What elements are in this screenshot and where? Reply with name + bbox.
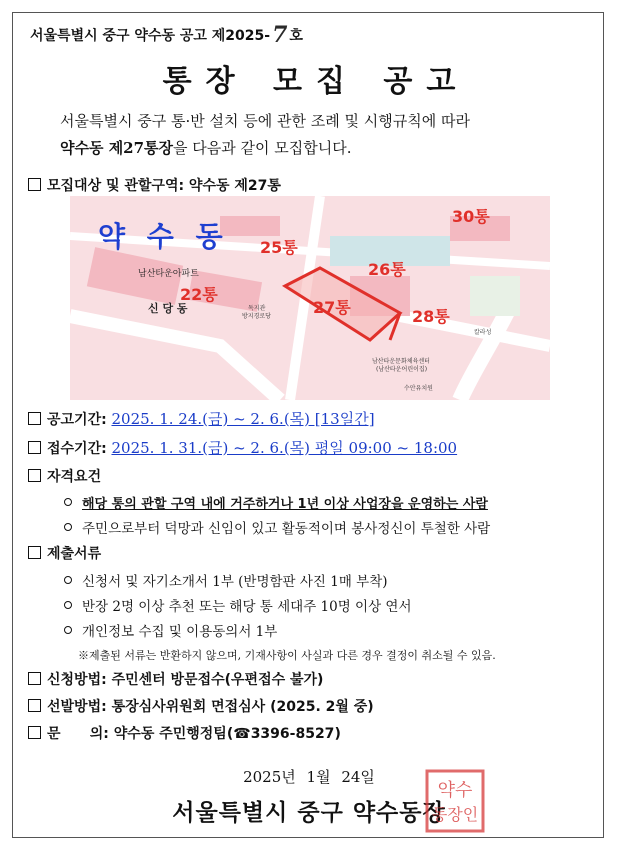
map-zone-26: 26통 [368,260,406,279]
announce-period: 공고기간: 2025. 1. 24.(금) ~ 2. 6.(목) [13일간] [28,408,375,429]
map-church: 칼라성 [474,329,492,336]
map-welfare-sub: 방지경로당 [242,313,271,320]
notice-number: 서울특별시 중구 약수동 공고 제2025-7 호 [30,22,303,48]
checkbox-icon [28,672,41,685]
list-item: 반장 2명 이상 추천 또는 해당 통 세대주 10명 이상 연서 [64,595,412,615]
documents-note: ※제출된 서류는 반환하지 않으며, 기재사항이 사실과 다른 경우 결정이 취소될 수 있음. [78,649,496,662]
svg-text:약수: 약수 [437,780,473,801]
checkbox-icon [28,178,41,191]
map-school: 수안유치원 [404,385,433,392]
map-zone-22: 22통 [180,285,218,304]
list-item: 개인정보 수집 및 이용동의서 1부 [64,620,277,640]
official-seal [424,768,486,834]
map-center: 남산타운문화체육센터 [372,358,430,365]
bullet-icon [64,523,72,531]
checkbox-icon [28,412,41,425]
map-apartment: 남산타운아파트 [138,269,199,279]
checkbox-icon [28,469,41,482]
list-item: 주민으로부터 덕망과 신임이 있고 활동적이며 봉사정신이 투철한 사람 [64,517,490,537]
page-title: 통장 모집 공고 [162,64,470,99]
checkbox-icon [28,441,41,454]
bullet-icon [64,498,72,506]
bullet-icon [64,626,72,634]
contact-info: 문 의: 약수동 주민행정팀(☎3396-8527) [28,723,341,743]
checkbox-icon [28,726,41,739]
svg-text:동장인: 동장인 [431,805,479,824]
map-zone-30: 30통 [452,207,490,226]
list-item: 신청서 및 자기소개서 1부 (반명함판 사진 1매 부착) [64,570,388,590]
documents-section: 제출서류 [28,543,101,563]
map-district-label: 약 수 동 [98,220,229,253]
list-item: 해당 통의 관할 구역 내에 거주하거나 1년 이상 사업장을 운영하는 사람 [64,493,488,512]
bullet-icon [64,576,72,584]
intro-text: 서울특별시 중구 통·반 설치 등에 관한 조례 및 시행규칙에 따라 약수동 제27통장을 다음과 같이 모집합니다. [60,112,470,157]
checkbox-icon [28,699,41,712]
issue-date: 2025년 1월 24일 [243,768,375,786]
map-zone-27: 27통 [313,298,351,317]
apply-method: 신청방법: 주민센터 방문접수(우편접수 불가) [28,669,323,689]
map-zone-25: 25통 [260,238,298,257]
map-welfare: 독지관 [248,305,266,312]
checkbox-icon [28,546,41,559]
phone-icon: ☎ [233,726,251,742]
district-map [70,196,550,400]
map-zone-28: 28통 [412,307,450,326]
qualification-section: 자격요건 [28,466,101,486]
reception-period: 접수기간: 2025. 1. 31.(금) ~ 2. 6.(목) 평일 09:00 ~ 18:00 [28,437,457,458]
map-sindang: 신 당 동 [148,302,188,315]
recruit-section: 모집대상 및 관할구역: 약수동 제27통 [28,175,281,195]
bullet-icon [64,601,72,609]
issuer-name: 서울특별시 중구 약수동장 [172,800,446,826]
select-method: 선발방법: 통장심사위원회 면접심사 (2025. 2월 중) [28,696,374,716]
map-center-sub: (남산타운어린이집) [376,366,428,373]
